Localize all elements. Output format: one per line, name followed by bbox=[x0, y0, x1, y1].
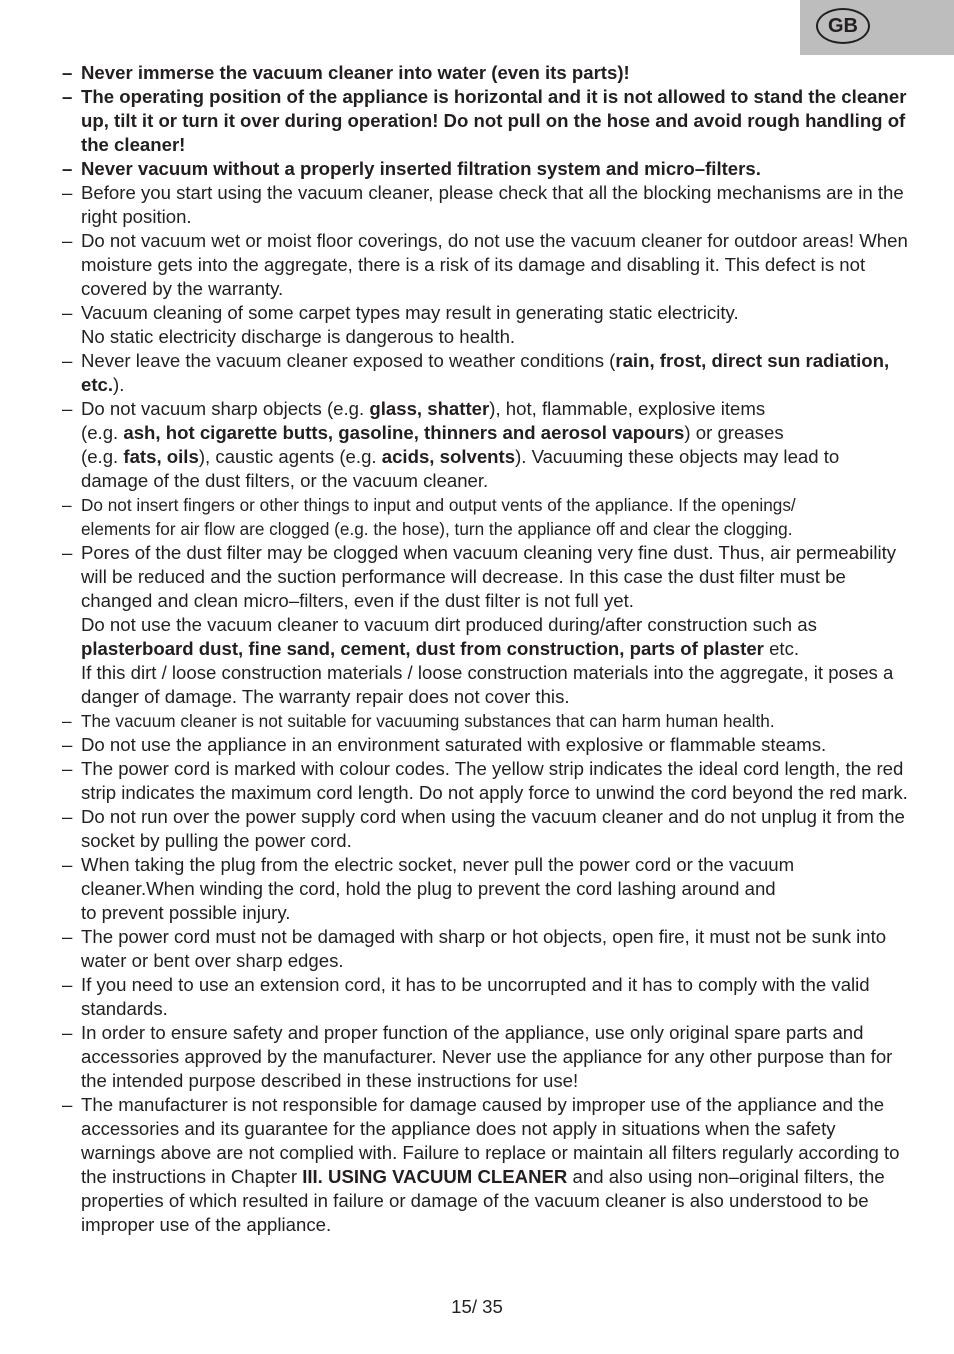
safety-item bbox=[62, 1093, 910, 1237]
page-number: 15/ 35 bbox=[451, 1296, 503, 1317]
item-text: When taking the plug from the electric socket, never pull the power cord or the vacuum cleaner.When winding the cord, hold the plug to prevent the cord lashing around and bbox=[81, 854, 795, 899]
emphasis-text: plasterboard dust, fine sand, cement, dust from construction, parts of plaster bbox=[81, 638, 764, 659]
item-text: ), hot, flammable, explosive items bbox=[489, 398, 766, 419]
safety-item bbox=[62, 157, 910, 181]
safety-instructions-list bbox=[62, 61, 910, 1237]
bullet-dash: – bbox=[62, 974, 73, 995]
bullet-dash: – bbox=[62, 542, 73, 563]
item-text: If this dirt / loose construction materials / loose construction materials into the aggregate, it poses a danger of damage. The warranty repair does not cover this. bbox=[81, 662, 894, 707]
item-text: If you need to use an extension cord, it has to be uncorrupted and it has to comply with the valid standards. bbox=[81, 974, 870, 1019]
item-text: Do not vacuum sharp objects (e.g. bbox=[81, 398, 370, 419]
bullet-dash: – bbox=[62, 711, 72, 731]
item-text: ), caustic agents (e.g. bbox=[198, 446, 382, 467]
safety-item bbox=[62, 1021, 910, 1093]
bullet-dash: – bbox=[62, 62, 73, 83]
item-text: The operating position of the appliance is horizontal and it is not allowed to stand the cleaner up, tilt it or turn it over during operation! Do not pull on the hose and avoid rough handling of the cleaner! bbox=[81, 86, 907, 155]
emphasis-text: fats, oils bbox=[123, 446, 199, 467]
item-text: The power cord is marked with colour codes. The yellow strip indicates the ideal cord length, the red strip indicates the maximum cord length. Do not apply force to unwind the cord beyond the red mark. bbox=[81, 758, 908, 803]
item-text: (e.g. bbox=[81, 422, 124, 443]
item-text: The manufacturer is not responsible for damage caused by improper use of the appliance and the accessories and its guarantee for the appliance does not apply in situations when the safety warnings above are not complied with. Failure to replace or maintain all filters regularly according to the instructions in Chapter bbox=[81, 1094, 900, 1187]
item-text: Never leave the vacuum cleaner exposed to weather conditions ( bbox=[81, 350, 616, 371]
bullet-dash: – bbox=[62, 86, 73, 107]
emphasis-text: ash, hot cigarette butts, gasoline, thinners and aerosol vapours bbox=[123, 422, 685, 443]
language-tab bbox=[800, 0, 954, 55]
emphasis-text: rain, frost, direct sun radiation, etc. bbox=[81, 350, 890, 395]
item-text: (e.g. bbox=[81, 446, 124, 467]
item-text: Do not run over the power supply cord when using the vacuum cleaner and do not unplug it from the socket by pulling the power cord. bbox=[81, 806, 905, 851]
emphasis-text: III. USING VACUUM CLEANER bbox=[302, 1166, 568, 1187]
safety-item bbox=[62, 349, 910, 397]
item-text: to prevent possible injury. bbox=[81, 902, 291, 923]
item-text: The vacuum cleaner is not suitable for vacuuming substances that can harm human health. bbox=[81, 711, 775, 731]
item-text: ). Vacuuming these objects may lead to damage of the dust filters, or the vacuum cleaner. bbox=[81, 446, 840, 491]
safety-item bbox=[62, 229, 910, 301]
bullet-dash: – bbox=[62, 854, 73, 875]
item-text: The power cord must not be damaged with sharp or hot objects, open fire, it must not be sunk into water or bent over sharp edges. bbox=[81, 926, 887, 971]
bullet-dash: – bbox=[62, 398, 73, 419]
safety-item bbox=[62, 973, 910, 1021]
bullet-dash: – bbox=[62, 350, 73, 371]
language-badge: GB bbox=[816, 8, 870, 44]
bullet-dash: – bbox=[62, 495, 72, 515]
item-text: Never immerse the vacuum cleaner into water (even its parts)! bbox=[81, 62, 630, 83]
safety-item bbox=[62, 709, 910, 733]
item-text: Do not use the vacuum cleaner to vacuum dirt produced during/after construction such as bbox=[81, 614, 817, 635]
safety-item bbox=[62, 85, 910, 157]
safety-item bbox=[62, 301, 910, 349]
item-text: and also using non–original filters, the properties of which resulted in failure or damage of the vacuum cleaner is also understood to be improper use of the appliance. bbox=[81, 1166, 885, 1235]
item-text: ). bbox=[113, 374, 125, 395]
item-text: No static electricity discharge is dangerous to health. bbox=[81, 326, 516, 347]
bullet-dash: – bbox=[62, 1022, 73, 1043]
safety-item bbox=[62, 541, 910, 709]
safety-item bbox=[62, 181, 910, 229]
bullet-dash: – bbox=[62, 302, 73, 323]
item-text: Before you start using the vacuum cleaner, please check that all the blocking mechanisms are in the right position. bbox=[81, 182, 904, 227]
item-text: etc. bbox=[763, 638, 800, 659]
item-text: Do not vacuum wet or moist floor coverings, do not use the vacuum cleaner for outdoor areas! When moisture gets into the aggregate, there is a risk of its damage and disabling it. This defect is not covered by the warranty. bbox=[81, 230, 908, 299]
bullet-dash: – bbox=[62, 926, 73, 947]
safety-item bbox=[62, 733, 910, 757]
item-text: ) or greases bbox=[684, 422, 784, 443]
safety-item bbox=[62, 397, 910, 493]
bullet-dash: – bbox=[62, 734, 73, 755]
item-text: In order to ensure safety and proper function of the appliance, use only original spare parts and accessories approved by the manufacturer. Never use the appliance for any other purpose than for the intended purpose described in these instructions for use! bbox=[81, 1022, 893, 1091]
bullet-dash: – bbox=[62, 1094, 73, 1115]
safety-item bbox=[62, 805, 910, 853]
bullet-dash: – bbox=[62, 158, 73, 179]
item-text: elements for air flow are clogged (e.g. the hose), turn the appliance off and clear the clogging. bbox=[81, 519, 793, 539]
item-text: Do not insert fingers or other things to input and output vents of the appliance. If the openings/ bbox=[81, 495, 796, 515]
item-text: Never vacuum without a properly inserted filtration system and micro–filters. bbox=[81, 158, 761, 179]
emphasis-text: acids, solvents bbox=[381, 446, 516, 467]
item-text: Do not use the appliance in an environment saturated with explosive or flammable steams. bbox=[81, 734, 827, 755]
bullet-dash: – bbox=[62, 758, 73, 779]
safety-item bbox=[62, 493, 910, 541]
bullet-dash: – bbox=[62, 806, 73, 827]
safety-item bbox=[62, 61, 910, 85]
safety-item bbox=[62, 757, 910, 805]
safety-item bbox=[62, 853, 910, 925]
item-text: Pores of the dust filter may be clogged when vacuum cleaning very fine dust. Thus, air permeability will be reduced and the suction performance will decrease. In this case the dust filter must be changed and clean micro–filters, even if the dust filter is not full yet. bbox=[81, 542, 897, 611]
item-text: Vacuum cleaning of some carpet types may result in generating static electricity. bbox=[81, 302, 739, 323]
safety-item bbox=[62, 925, 910, 973]
bullet-dash: – bbox=[62, 230, 73, 251]
bullet-dash: – bbox=[62, 182, 73, 203]
emphasis-text: glass, shatter bbox=[369, 398, 490, 419]
